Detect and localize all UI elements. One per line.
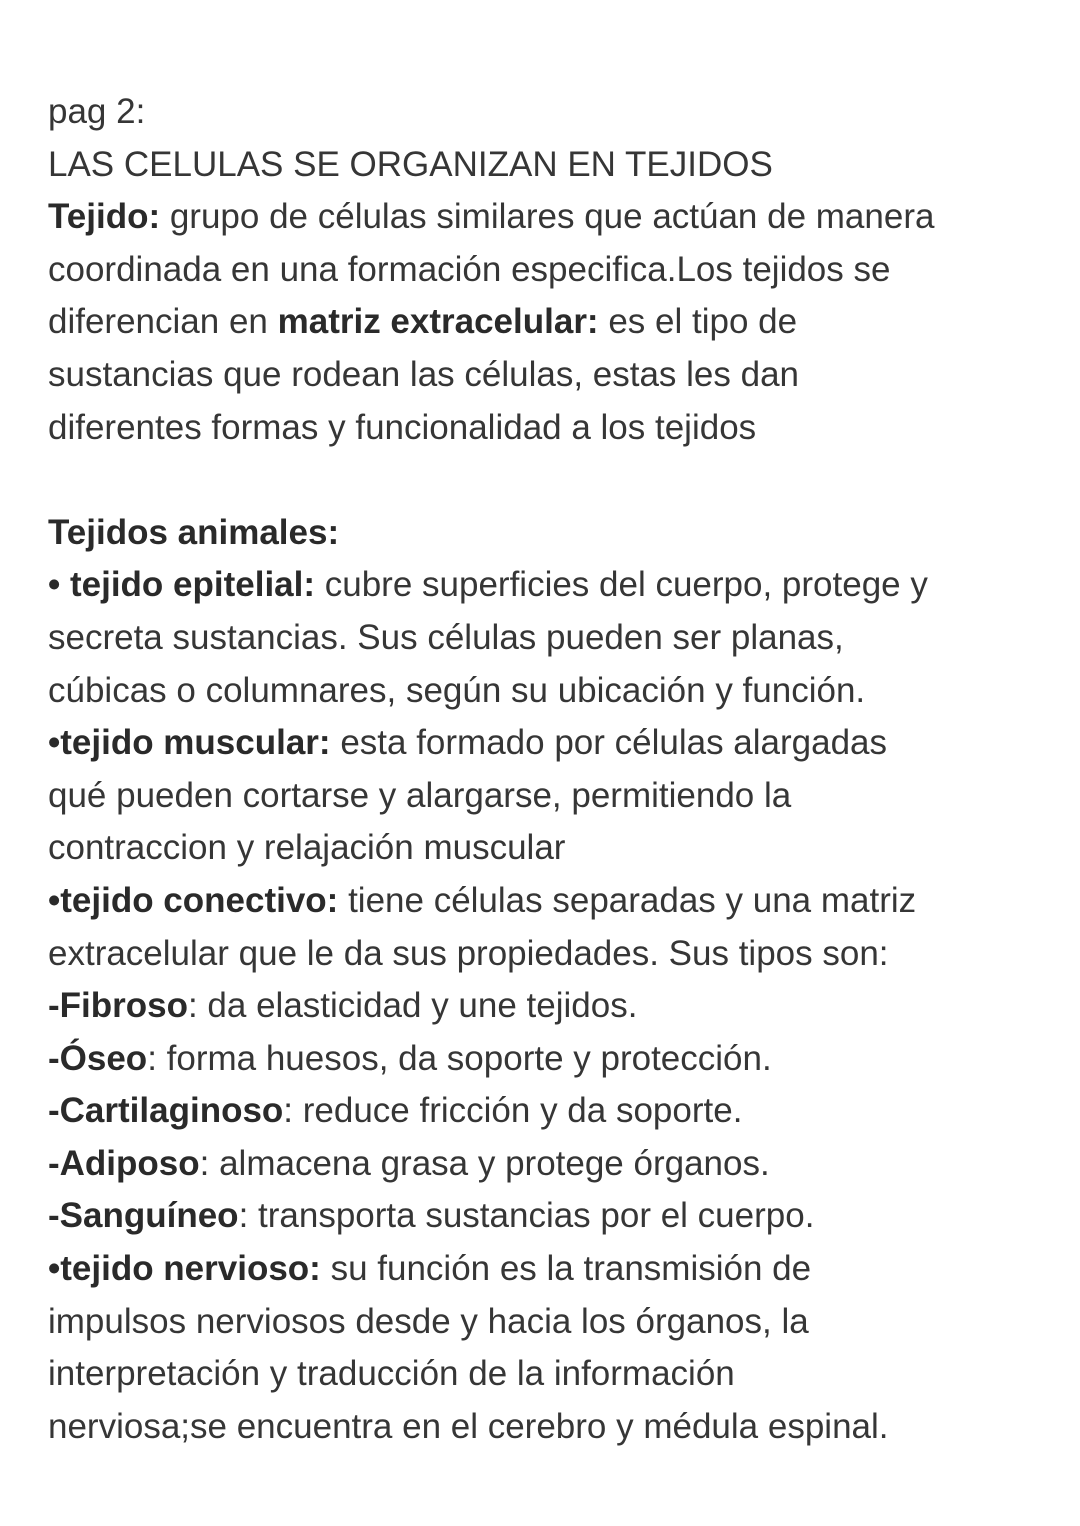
text-line (48, 980, 1060, 1033)
document-page (48, 86, 1060, 1453)
text-segment: : reduce fricción y da soporte. (283, 1091, 743, 1131)
bold-term: •tejido muscular: (48, 723, 331, 763)
text-line (48, 349, 1060, 402)
text-segment: impulsos nerviosos desde y hacia los órganos, la (48, 1301, 809, 1341)
text-segment: extracelular que le da sus propiedades. Sus tipos son: (48, 933, 889, 973)
text-line (48, 507, 1060, 560)
text-line (48, 1190, 1060, 1243)
bold-term: matriz extracelular: (277, 302, 599, 342)
text-line (48, 86, 1060, 139)
text-line (48, 1138, 1060, 1191)
bold-term: -Cartilaginoso (48, 1091, 284, 1131)
bold-term: Tejido: (48, 197, 161, 237)
text-line (48, 717, 1060, 770)
bold-term: •tejido conectivo: (48, 880, 339, 920)
text-line (48, 1033, 1060, 1086)
bold-term: -Óseo (48, 1038, 148, 1078)
text-segment: pag 2: (48, 92, 146, 131)
text-line (48, 928, 1060, 981)
text-segment: diferentes formas y funcionalidad a los tejidos (48, 407, 757, 447)
text-line (48, 665, 1060, 718)
text-line (48, 875, 1060, 928)
text-segment: qué pueden cortarse y alargarse, permitiendo la (48, 775, 792, 815)
bold-term: -Fibroso (48, 986, 188, 1026)
text-line (48, 1296, 1060, 1349)
text-segment: es el tipo de (598, 302, 798, 342)
text-segment: : transporta sustancias por el cuerpo. (238, 1196, 815, 1236)
bold-term: -Sanguíneo (48, 1196, 239, 1236)
text-line (48, 1348, 1060, 1401)
text-line (48, 612, 1060, 665)
text-line (48, 296, 1060, 349)
bold-term: •tejido nervioso: (48, 1249, 321, 1289)
text-line (48, 191, 1060, 244)
text-line (48, 770, 1060, 823)
text-segment: : almacena grasa y protege órganos. (199, 1143, 770, 1183)
text-line (48, 1401, 1060, 1454)
bold-term: • tejido epitelial: (48, 565, 316, 605)
text-segment: : forma huesos, da soporte y protección. (147, 1038, 772, 1078)
text-segment: grupo de células similares que actúan de manera (160, 197, 935, 237)
text-segment: contraccion y relajación muscular (48, 828, 566, 868)
text-segment: : da elasticidad y une tejidos. (187, 986, 638, 1026)
page-title (48, 139, 1060, 192)
text-segment: tiene células separadas y una matriz (338, 880, 917, 920)
text-line (48, 1085, 1060, 1138)
text-segment: sustancias que rodean las células, estas les dan (48, 354, 800, 394)
blank-line (48, 454, 1060, 507)
text-line (48, 1243, 1060, 1296)
bold-term: Tejidos animales: (48, 512, 340, 552)
text-segment: su función es la transmisión de (320, 1249, 812, 1289)
text-segment: esta formado por células alargadas (330, 723, 888, 763)
text-segment: secreta sustancias. Sus células pueden ser planas, (48, 617, 844, 657)
text-line (48, 402, 1060, 455)
text-segment: nerviosa;se encuentra en el cerebro y médula espinal. (48, 1406, 889, 1446)
text-segment: cúbicas o columnares, según su ubicación y función. (48, 670, 866, 710)
text-line (48, 822, 1060, 875)
text-segment: diferencian en (48, 302, 278, 342)
bold-term: -Adiposo (48, 1143, 200, 1183)
text-segment: cubre superficies del cuerpo, protege y (315, 565, 928, 605)
text-segment: coordinada en una formación especifica.Los tejidos se (48, 249, 891, 289)
text-segment: LAS CELULAS SE ORGANIZAN EN TEJIDOS (48, 144, 773, 184)
text-segment: interpretación y traducción de la información (48, 1354, 735, 1394)
text-line (48, 559, 1060, 612)
text-line (48, 244, 1060, 297)
